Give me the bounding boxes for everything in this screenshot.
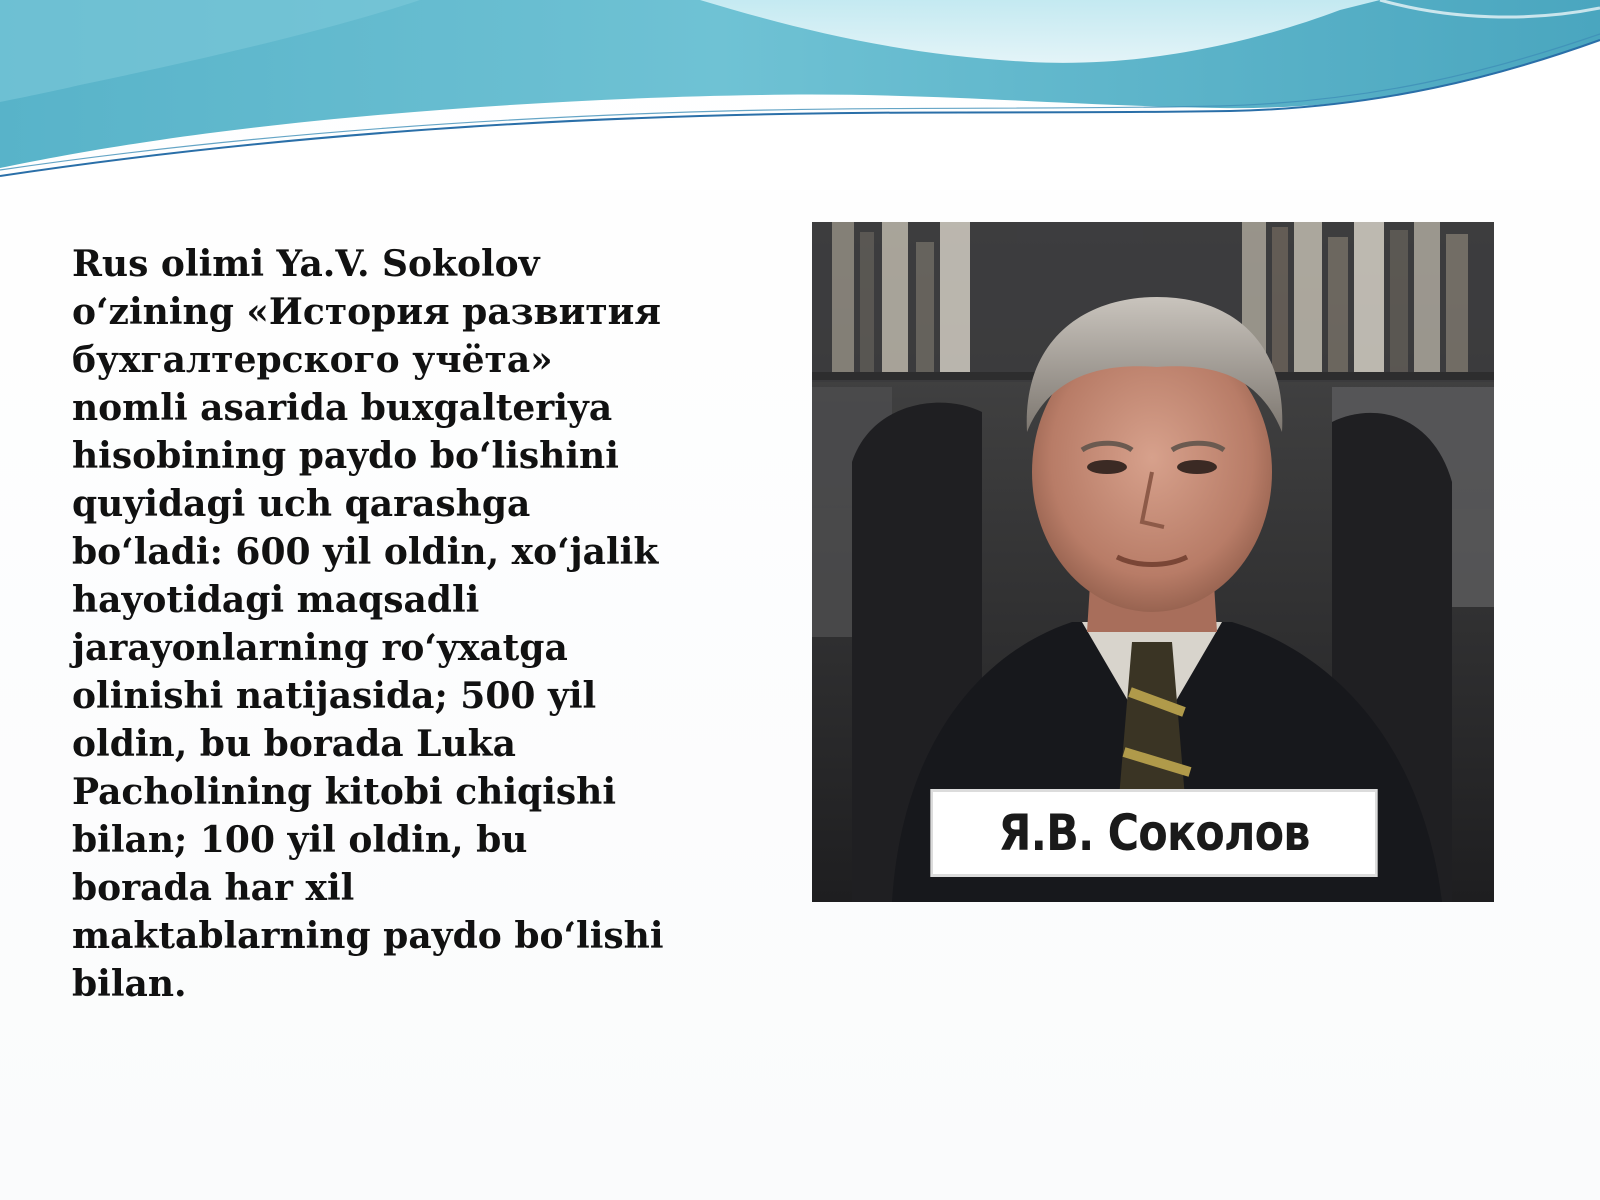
portrait-photo	[812, 222, 1494, 902]
body-text: Rus olimi Ya.V. Sokolov o‘zining «История развития бухгалтерского учёта» nomli asarida buxgalteriya hisobining paydo bo‘lishini quyidagi uch qarashga bo‘ladi: 600 yil oldin, xo‘jalik hayotidagi maqsadli jarayonlarning ro‘yxatga olinishi natijasida; 500 yil oldin, bu borada Luka Pacholining kitobi chiqishi bilan; 100 yil oldin, bu borada har xil maktablarning paydo bo‘lishi bilan.	[72, 243, 664, 1005]
photo-caption: Я.В. Соколов	[930, 789, 1377, 877]
wave-header-decoration	[0, 0, 1600, 190]
